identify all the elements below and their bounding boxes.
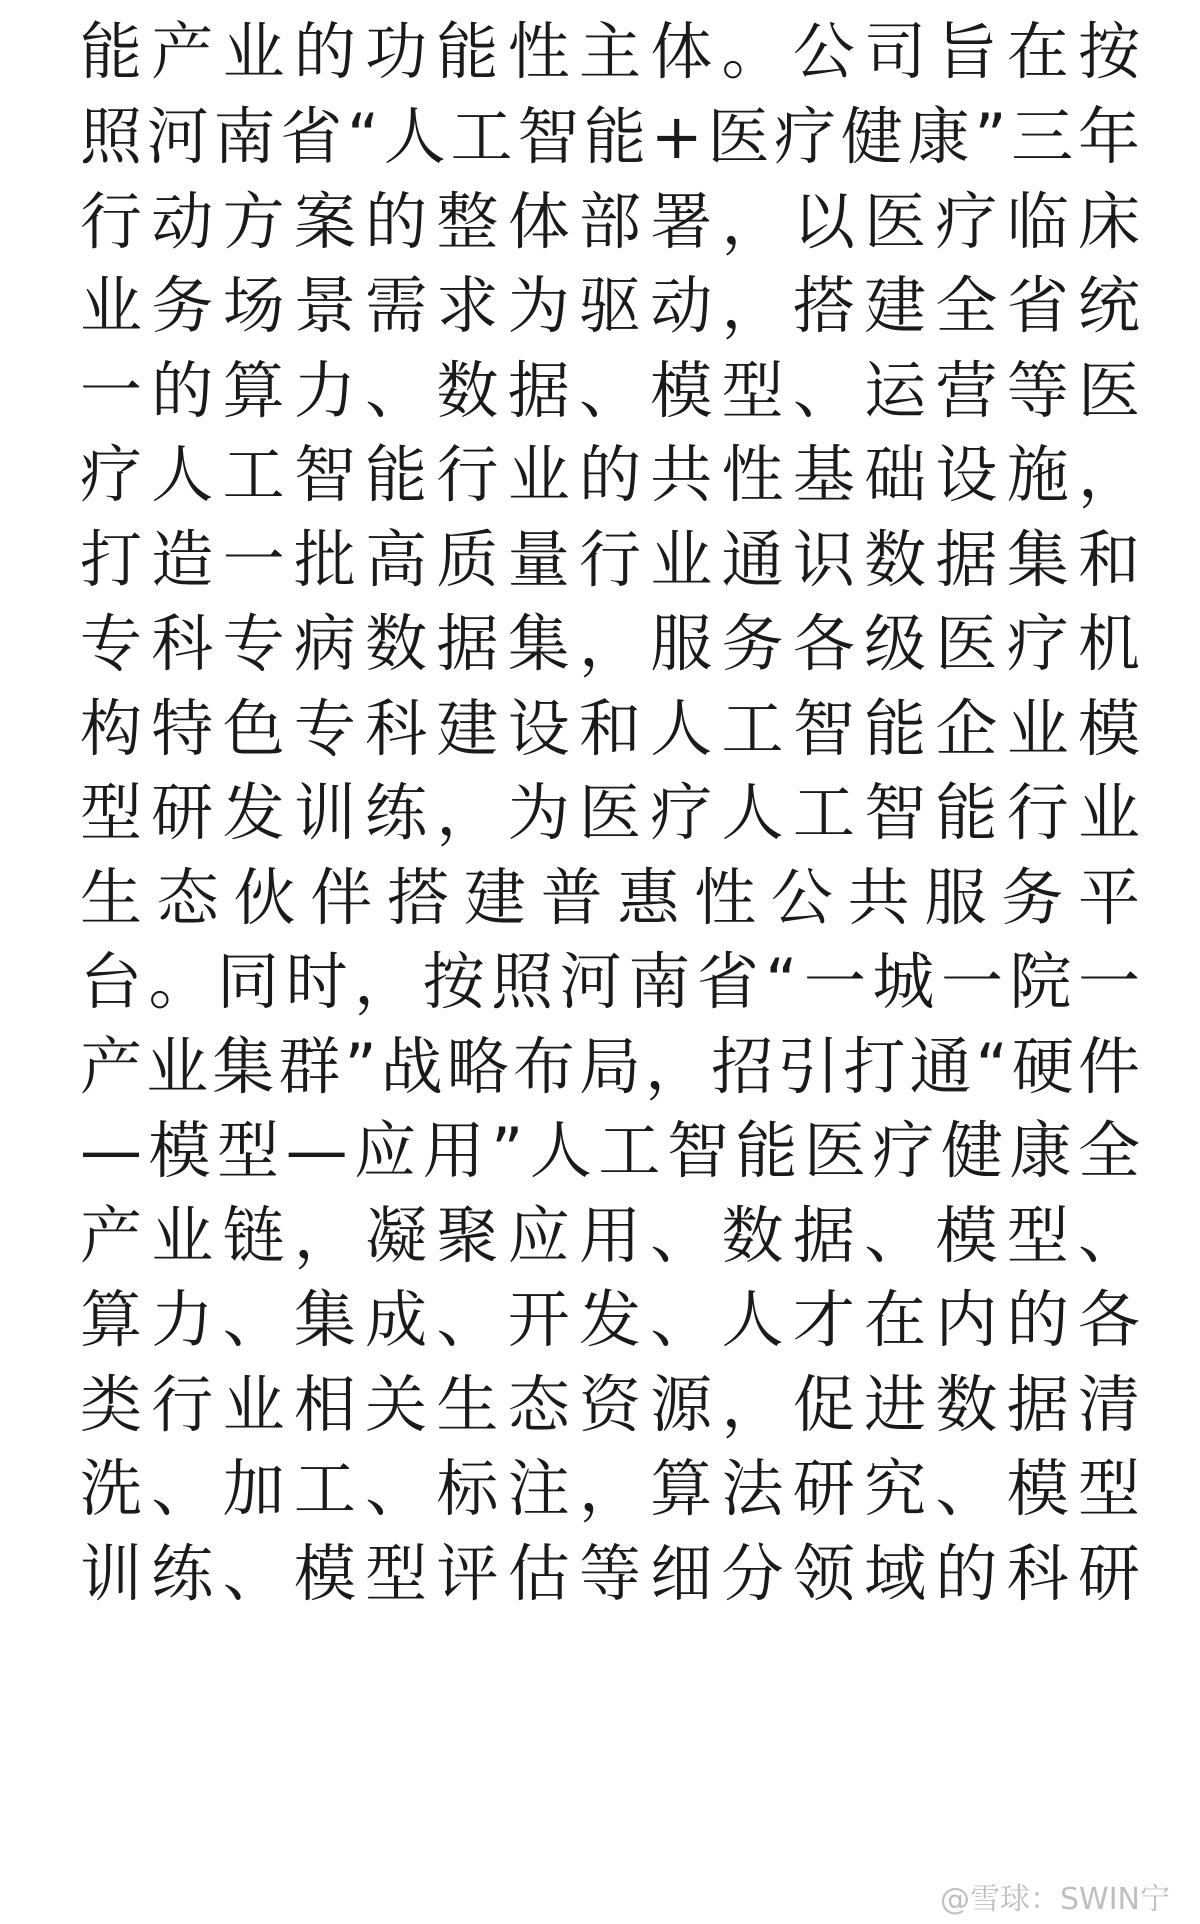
paragraph-line: 打造一批高质量行业通识数据集和 xyxy=(80,523,1140,596)
paragraph-line: 产业链，凝聚应用、数据、模型、 xyxy=(80,1199,1140,1272)
paragraph-line: 台。同时，按照河南省“一城一院一 xyxy=(80,945,1140,1018)
paragraph-line: 专科专病数据集，服务各级医疗机 xyxy=(80,607,1140,680)
paragraph-line: —模型—应用”人工智能医疗健康全 xyxy=(80,1114,1140,1187)
paragraph-line: 行动方案的整体部署，以医疗临床 xyxy=(80,185,1140,258)
paragraph-line: 一的算力、数据、模型、运营等医 xyxy=(80,354,1140,427)
article-body xyxy=(80,0,1140,1924)
paragraph-line: 构特色专科建设和人工智能企业模 xyxy=(80,692,1140,765)
paragraph-line: 训练、模型评估等细分领域的科研 xyxy=(80,1537,1140,1610)
paragraph-line: 产业集群”战略布局，招引打通“硬件 xyxy=(80,1030,1140,1103)
paragraph-line: 业务场景需求为驱动，搭建全省统 xyxy=(80,269,1140,342)
paragraph-line: 型研发训练，为医疗人工智能行业 xyxy=(80,776,1140,849)
paragraph-line: 疗人工智能行业的共性基础设施， xyxy=(80,438,1140,511)
paragraph-line: 洗、加工、标注，算法研究、模型 xyxy=(80,1452,1140,1525)
paragraph-line: 类行业相关生态资源，促进数据清 xyxy=(80,1368,1140,1441)
paragraph-line: 算力、集成、开发、人才在内的各 xyxy=(80,1283,1140,1356)
paragraph-line: 照河南省“人工智能+医疗健康”三年 xyxy=(80,100,1140,173)
watermark: @雪球：SWIN宁 xyxy=(940,1882,1170,1917)
paragraph-line: 生态伙伴搭建普惠性公共服务平 xyxy=(80,861,1140,934)
paragraph-line: 能产业的功能性主体。公司旨在按 xyxy=(80,15,1140,88)
